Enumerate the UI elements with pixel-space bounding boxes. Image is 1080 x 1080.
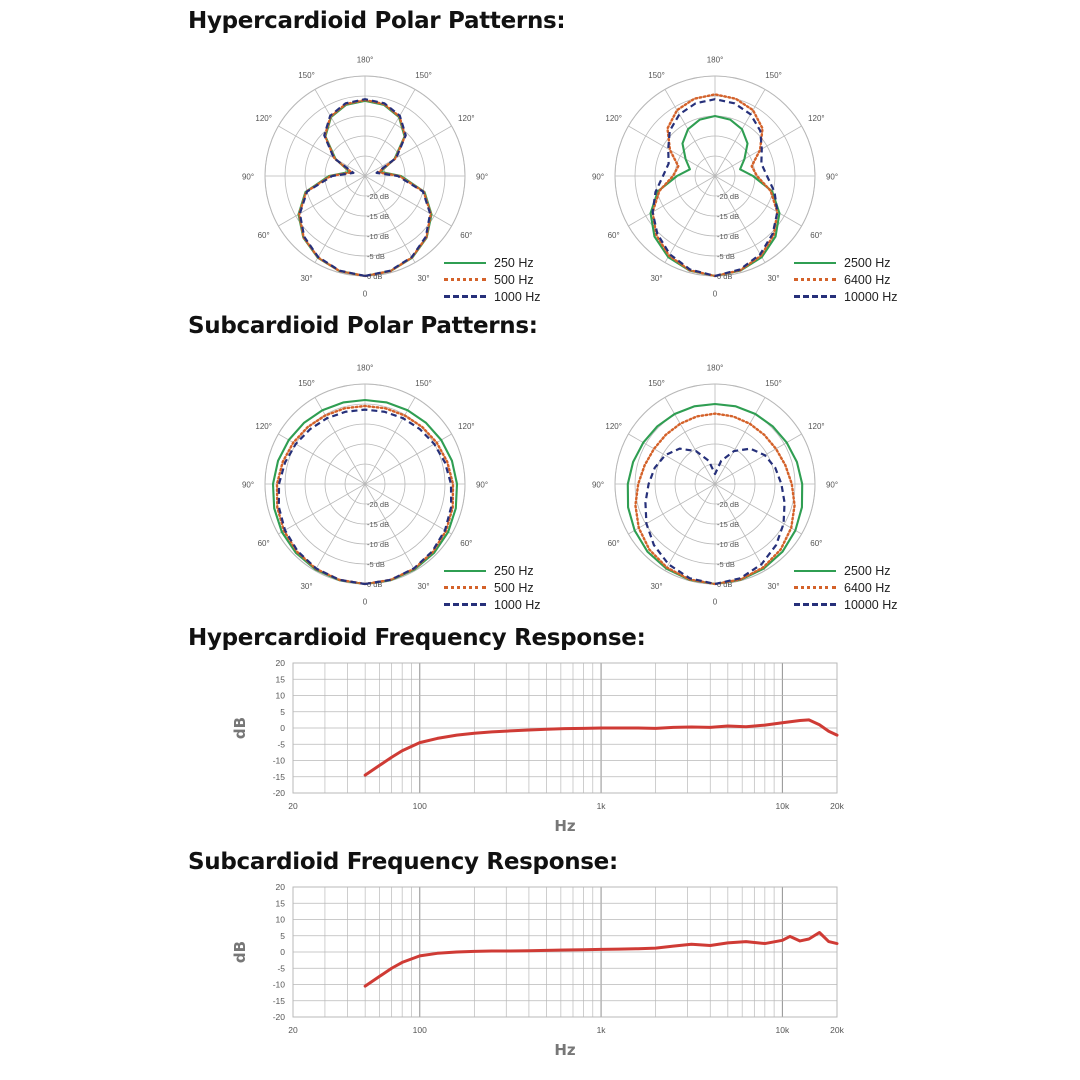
legend-hypercardioid-polar-high	[794, 254, 898, 305]
svg-text:30°: 30°	[417, 273, 430, 283]
legend-label-1000hz: 1000 Hz	[494, 597, 541, 612]
svg-text:150°: 150°	[765, 71, 782, 81]
svg-text:-20 dB: -20 dB	[367, 192, 390, 201]
svg-text:1k: 1k	[596, 1025, 606, 1035]
chart-subcardioid-frequency-response	[225, 879, 865, 1059]
svg-text:150°: 150°	[765, 379, 782, 389]
svg-text:30°: 30°	[417, 581, 430, 591]
legend-swatch-500hz	[444, 278, 486, 281]
svg-text:-5: -5	[277, 739, 285, 750]
svg-text:-20: -20	[272, 788, 285, 799]
svg-text:150°: 150°	[298, 379, 315, 389]
svg-text:-10: -10	[272, 979, 285, 990]
legend-label-1000hz: 1000 Hz	[494, 289, 541, 304]
svg-text:90°: 90°	[241, 480, 255, 490]
svg-text:120°: 120°	[255, 114, 272, 123]
page-title-hypercardioid-polar: Hypercardioid Polar Patterns:	[188, 8, 566, 34]
svg-text:20: 20	[275, 658, 285, 669]
svg-text:10k: 10k	[775, 801, 790, 811]
svg-text:120°: 120°	[808, 114, 825, 123]
y-axis-label: dB	[231, 940, 249, 964]
svg-text:5: 5	[280, 706, 285, 717]
legend-swatch-10000hz	[794, 603, 836, 606]
svg-text:90°: 90°	[591, 480, 605, 490]
svg-text:20: 20	[275, 882, 285, 893]
svg-text:-5 dB: -5 dB	[367, 252, 385, 261]
svg-text:10: 10	[275, 914, 285, 925]
svg-text:120°: 120°	[458, 114, 475, 123]
svg-text:-15 dB: -15 dB	[367, 212, 390, 221]
legend-label-10000hz: 10000 Hz	[844, 597, 898, 612]
svg-text:-15 dB: -15 dB	[367, 520, 390, 529]
svg-text:120°: 120°	[808, 422, 825, 431]
svg-text:180°: 180°	[706, 363, 724, 373]
legend-swatch-250hz	[444, 570, 486, 572]
svg-text:-20 dB: -20 dB	[717, 192, 740, 201]
svg-text:0 dB: 0 dB	[367, 580, 383, 589]
chart-hypercardioid-frequency-response	[225, 655, 865, 835]
svg-text:180°: 180°	[356, 363, 374, 373]
svg-text:90°: 90°	[825, 172, 839, 182]
svg-text:180°: 180°	[706, 55, 724, 65]
svg-text:100: 100	[412, 1025, 427, 1035]
svg-text:120°: 120°	[605, 422, 622, 431]
legend-hypercardioid-polar-low	[444, 254, 541, 305]
svg-text:90°: 90°	[241, 172, 255, 182]
page-title-subcardioid-frequency: Subcardioid Frequency Response:	[188, 849, 618, 875]
svg-text:120°: 120°	[255, 422, 272, 431]
svg-text:-10 dB: -10 dB	[717, 232, 740, 241]
svg-text:15: 15	[275, 674, 285, 685]
svg-text:-10 dB: -10 dB	[367, 540, 390, 549]
svg-text:30°: 30°	[650, 273, 663, 283]
legend-swatch-2500hz	[794, 262, 836, 264]
svg-text:20: 20	[288, 801, 298, 811]
legend-label-500hz: 500 Hz	[494, 580, 534, 595]
svg-text:-15: -15	[272, 771, 285, 782]
svg-text:-15: -15	[272, 995, 285, 1006]
svg-text:30°: 30°	[767, 581, 780, 591]
svg-text:60°: 60°	[257, 539, 270, 548]
legend-label-6400hz: 6400 Hz	[844, 580, 891, 595]
legend-label-250hz: 250 Hz	[494, 255, 534, 270]
svg-text:150°: 150°	[415, 379, 432, 389]
frequency-response-plot	[225, 879, 865, 1059]
legend-swatch-10000hz	[794, 295, 836, 298]
page-title-hypercardioid-frequency: Hypercardioid Frequency Response:	[188, 625, 646, 651]
svg-text:90°: 90°	[475, 480, 489, 490]
svg-text:0 dB: 0 dB	[717, 580, 733, 589]
svg-text:90°: 90°	[475, 172, 489, 182]
frequency-response-plot	[225, 655, 865, 835]
legend-swatch-250hz	[444, 262, 486, 264]
legend-swatch-1000hz	[444, 603, 486, 606]
svg-text:15: 15	[275, 898, 285, 909]
svg-text:-20 dB: -20 dB	[717, 500, 740, 509]
svg-text:60°: 60°	[607, 231, 620, 240]
svg-text:-20 dB: -20 dB	[367, 500, 390, 509]
svg-text:-20: -20	[272, 1012, 285, 1023]
svg-text:0: 0	[362, 289, 368, 299]
svg-text:20: 20	[288, 1025, 298, 1035]
svg-text:60°: 60°	[607, 539, 620, 548]
svg-text:30°: 30°	[650, 581, 663, 591]
svg-text:0: 0	[712, 597, 718, 607]
svg-text:0 dB: 0 dB	[367, 272, 383, 281]
legend-swatch-1000hz	[444, 295, 486, 298]
legend-swatch-6400hz	[794, 278, 836, 281]
svg-text:10k: 10k	[775, 1025, 790, 1035]
x-axis-label: Hz	[554, 817, 576, 835]
svg-text:-15 dB: -15 dB	[717, 520, 740, 529]
svg-text:150°: 150°	[648, 379, 665, 389]
svg-text:60°: 60°	[460, 231, 473, 240]
svg-text:180°: 180°	[356, 55, 374, 65]
svg-text:0: 0	[362, 597, 368, 607]
page-title-subcardioid-polar: Subcardioid Polar Patterns:	[188, 313, 538, 339]
legend-subcardioid-polar-high	[794, 562, 898, 613]
svg-text:-10: -10	[272, 755, 285, 766]
svg-text:-5: -5	[277, 963, 285, 974]
svg-text:0 dB: 0 dB	[717, 272, 733, 281]
svg-text:0: 0	[280, 723, 285, 734]
y-axis-label: dB	[231, 716, 249, 740]
svg-text:60°: 60°	[810, 539, 823, 548]
x-axis-label: Hz	[554, 1041, 576, 1059]
legend-label-2500hz: 2500 Hz	[844, 563, 891, 578]
svg-text:0: 0	[280, 947, 285, 958]
svg-text:30°: 30°	[300, 581, 313, 591]
legend-swatch-2500hz	[794, 570, 836, 572]
svg-text:20k: 20k	[830, 801, 844, 811]
legend-label-10000hz: 10000 Hz	[844, 289, 898, 304]
svg-text:-5 dB: -5 dB	[717, 560, 735, 569]
svg-text:90°: 90°	[825, 480, 839, 490]
svg-text:0: 0	[712, 289, 718, 299]
svg-text:60°: 60°	[810, 231, 823, 240]
svg-text:60°: 60°	[257, 231, 270, 240]
svg-text:-5 dB: -5 dB	[717, 252, 735, 261]
svg-text:30°: 30°	[767, 273, 780, 283]
svg-text:-10 dB: -10 dB	[367, 232, 390, 241]
svg-text:60°: 60°	[460, 539, 473, 548]
svg-text:30°: 30°	[300, 273, 313, 283]
svg-text:5: 5	[280, 930, 285, 941]
legend-label-250hz: 250 Hz	[494, 563, 534, 578]
svg-text:-10 dB: -10 dB	[717, 540, 740, 549]
legend-label-500hz: 500 Hz	[494, 272, 534, 287]
svg-text:150°: 150°	[415, 71, 432, 81]
svg-text:100: 100	[412, 801, 427, 811]
legend-swatch-6400hz	[794, 586, 836, 589]
svg-text:120°: 120°	[605, 114, 622, 123]
svg-text:150°: 150°	[648, 71, 665, 81]
svg-text:-5 dB: -5 dB	[367, 560, 385, 569]
svg-text:10: 10	[275, 690, 285, 701]
svg-text:1k: 1k	[596, 801, 606, 811]
legend-subcardioid-polar-low	[444, 562, 541, 613]
svg-text:90°: 90°	[591, 172, 605, 182]
legend-label-6400hz: 6400 Hz	[844, 272, 891, 287]
svg-text:150°: 150°	[298, 71, 315, 81]
legend-swatch-500hz	[444, 586, 486, 589]
svg-text:20k: 20k	[830, 1025, 844, 1035]
svg-text:120°: 120°	[458, 422, 475, 431]
legend-label-2500hz: 2500 Hz	[844, 255, 891, 270]
svg-text:-15 dB: -15 dB	[717, 212, 740, 221]
